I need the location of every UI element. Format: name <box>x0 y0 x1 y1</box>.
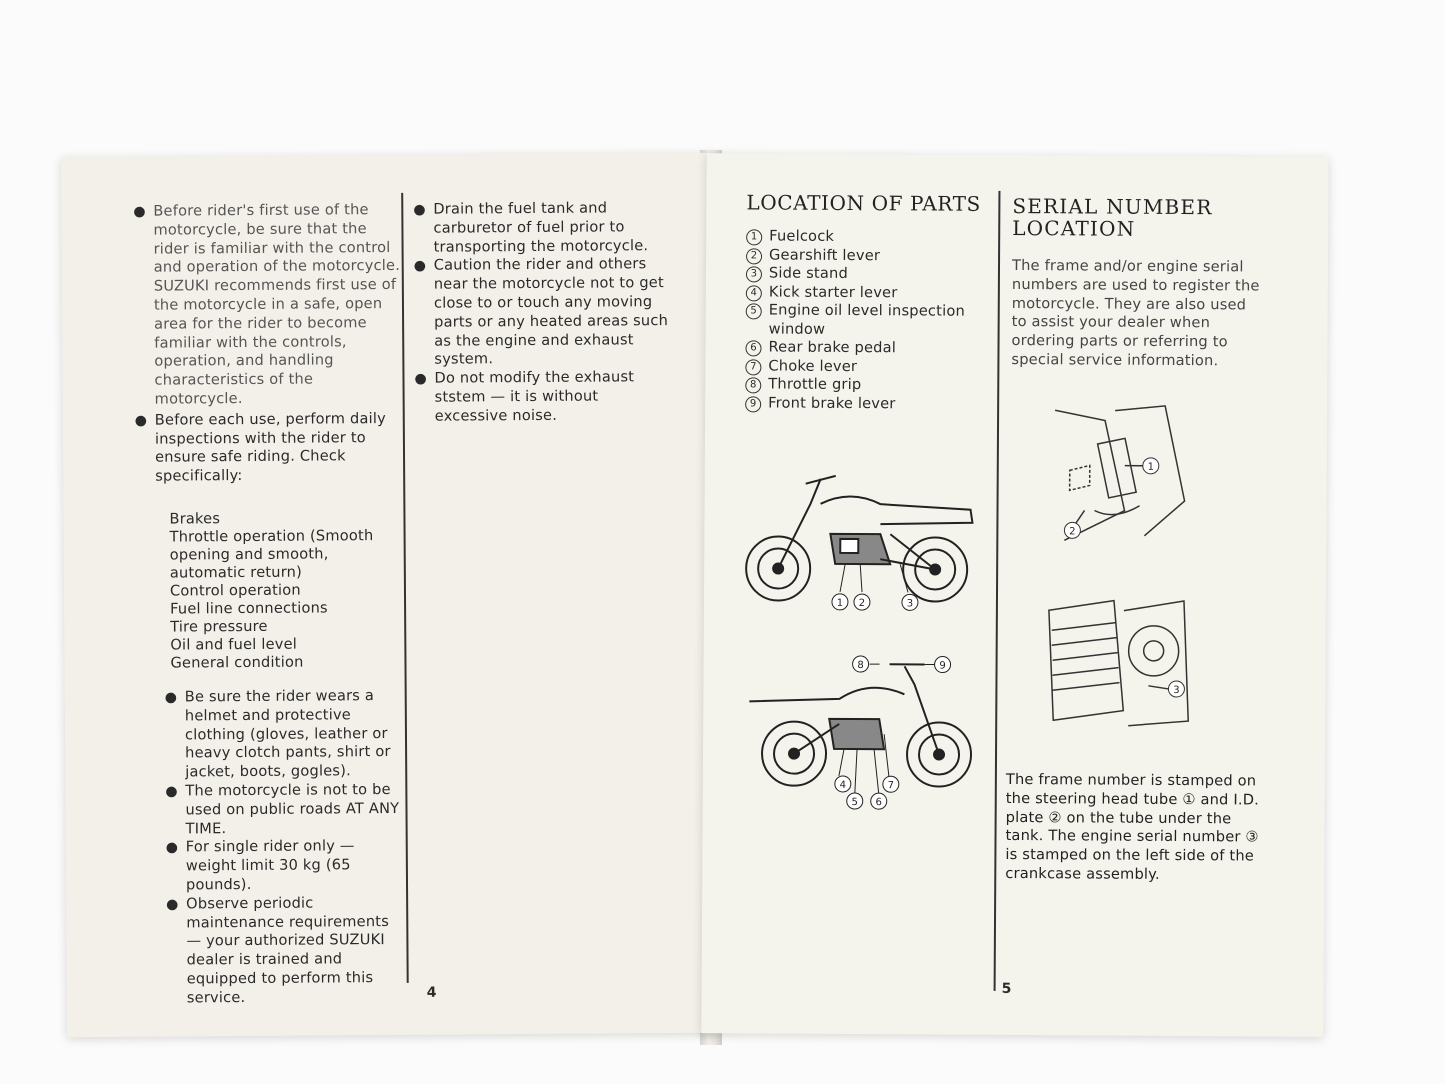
list-item <box>414 368 674 426</box>
callout-label: 4 <box>839 779 847 791</box>
safety-text: Before each use, perform daily inspections with the rider to ensure safe riding. Check specifically: <box>154 409 386 485</box>
part-label: Side stand <box>768 264 848 282</box>
safety-text: Caution the rider and others near the motorcycle not to get close to or touch any moving parts or any heated areas such as the engine and exhaust system. <box>433 255 669 369</box>
left-column-1 <box>133 201 409 1008</box>
part-number: 1 <box>746 229 762 245</box>
part-number: 8 <box>745 377 761 393</box>
callout-label: 2 <box>1069 526 1076 538</box>
bullet-icon: ● <box>165 783 178 800</box>
list-item <box>133 201 404 410</box>
safety-text: For single rider only — weight limit 30 kg (65 pounds). <box>185 837 355 894</box>
inspection-checklist <box>169 509 406 673</box>
list-item <box>166 894 409 1008</box>
bullet-icon: ● <box>413 258 427 275</box>
part-item <box>746 246 991 266</box>
safety-text: Drain the fuel tank and carburetor of fuel prior to transporting the motorcycle. <box>433 199 649 256</box>
checklist-item: Control operation <box>169 581 301 600</box>
callout-label: 1 <box>1147 461 1155 473</box>
serial-heading: SERIAL NUMBER LOCATION <box>1012 193 1213 241</box>
part-label: Gearshift lever <box>769 245 881 264</box>
callout-label: 3 <box>906 598 914 610</box>
part-number: 3 <box>746 266 762 282</box>
part-label: Throttle grip <box>768 375 862 394</box>
callout-label: 5 <box>851 797 858 809</box>
serial-column <box>1011 195 1262 371</box>
list-item <box>165 781 407 839</box>
callout-label: 6 <box>875 797 882 809</box>
part-label: Front brake lever <box>768 393 896 412</box>
checklist-item: Oil and fuel level <box>170 635 298 654</box>
serial-intro-text: The frame and/or engine serial numbers are used to register the motorcycle. They are also used to assist your dealer when ordering parts or referring to special service information. <box>1011 256 1260 370</box>
list-item <box>165 687 408 783</box>
part-number: 7 <box>745 359 761 375</box>
callout-label: 7 <box>887 780 895 792</box>
bullet-icon: ● <box>134 412 148 429</box>
checklist-item: Brakes <box>169 510 221 528</box>
column-divider <box>994 191 1001 991</box>
list-item <box>414 255 675 370</box>
part-number: 5 <box>746 303 762 319</box>
serial-note-column <box>1005 771 1266 885</box>
bullet-icon: ● <box>164 689 178 706</box>
part-number: 9 <box>745 396 761 412</box>
right-page <box>701 153 1328 1037</box>
safety-text: Do not modify the exhaust ststem — it is without excessive noise. <box>434 368 635 425</box>
list-item <box>135 410 406 487</box>
part-label: Engine oil level inspection window <box>768 301 965 338</box>
page-number: 5 <box>1001 980 1012 997</box>
parts-heading: LOCATION OF PARTS <box>746 190 981 216</box>
part-number: 6 <box>745 340 761 356</box>
motorcycle-right-side-illustration <box>740 463 991 625</box>
callout-label: 9 <box>939 660 946 672</box>
list-item <box>166 837 408 895</box>
safety-text: Before rider's first use of the motorcycle, be sure that the rider is familiar with the control and operation of the motorcycle. SUZUKI recommends first use of the motorcycle in a safe, open area for the rider to become familiar with the controls, operation, and handling characteristics of the motorcycle. <box>153 201 401 408</box>
checklist-item: Throttle operation (Smooth opening and smooth, automatic return) <box>169 527 374 582</box>
part-number: 2 <box>746 248 762 264</box>
part-item <box>746 283 991 303</box>
bullet-icon: ● <box>133 203 146 220</box>
checklist-item: Tire pressure <box>170 617 268 636</box>
bullet-icon: ● <box>165 839 179 856</box>
motorcycle-left-side-illustration <box>739 653 990 815</box>
part-number: 4 <box>746 285 762 301</box>
part-item <box>745 338 990 358</box>
part-item <box>746 301 991 339</box>
callout-label: 3 <box>1173 684 1180 697</box>
bullet-icon: ● <box>414 370 427 387</box>
serial-note-text: The frame number is stamped on the steering head tube ① and I.D. plate ② on the tube under the tank. The engine serial number ③ is stamped on the left side of the crankcase assembly. <box>1005 770 1260 883</box>
safety-text: Be sure the rider wears a helmet and protective clothing (gloves, leather or heavy clotch pants, shirt or jacket, boots, gogles). <box>184 687 391 781</box>
engine-serial-illustration <box>1043 590 1194 731</box>
checklist-item: General condition <box>170 653 304 672</box>
parts-list <box>745 227 991 413</box>
checklist-item: Fuel line connections <box>170 599 328 618</box>
page-number: 4 <box>426 984 437 1001</box>
part-item <box>745 375 990 395</box>
callout-label: 1 <box>836 597 844 609</box>
part-item <box>745 394 990 414</box>
parts-column <box>745 191 991 413</box>
part-label: Fuelcock <box>769 227 835 245</box>
callout-label: 8 <box>857 660 864 672</box>
bullet-icon: ● <box>166 896 179 913</box>
part-label: Rear brake pedal <box>768 338 897 357</box>
left-page <box>61 153 717 1038</box>
frame-serial-illustration <box>1044 400 1195 546</box>
list-item <box>413 199 673 257</box>
left-column-2 <box>413 199 675 426</box>
bullet-icon: ● <box>413 201 426 218</box>
safety-text: The motorcycle is not to be used on public roads AT ANY TIME. <box>185 780 400 837</box>
callout-label: 2 <box>858 598 866 610</box>
safety-text: Observe periodic maintenance requirements — your authorized SUZUKI dealer is trained and equipped to perform this service. <box>186 894 390 1007</box>
part-item <box>745 357 990 377</box>
part-label: Choke lever <box>768 356 858 375</box>
part-item <box>746 264 991 284</box>
part-item <box>746 227 991 247</box>
part-label: Kick starter lever <box>768 282 898 301</box>
